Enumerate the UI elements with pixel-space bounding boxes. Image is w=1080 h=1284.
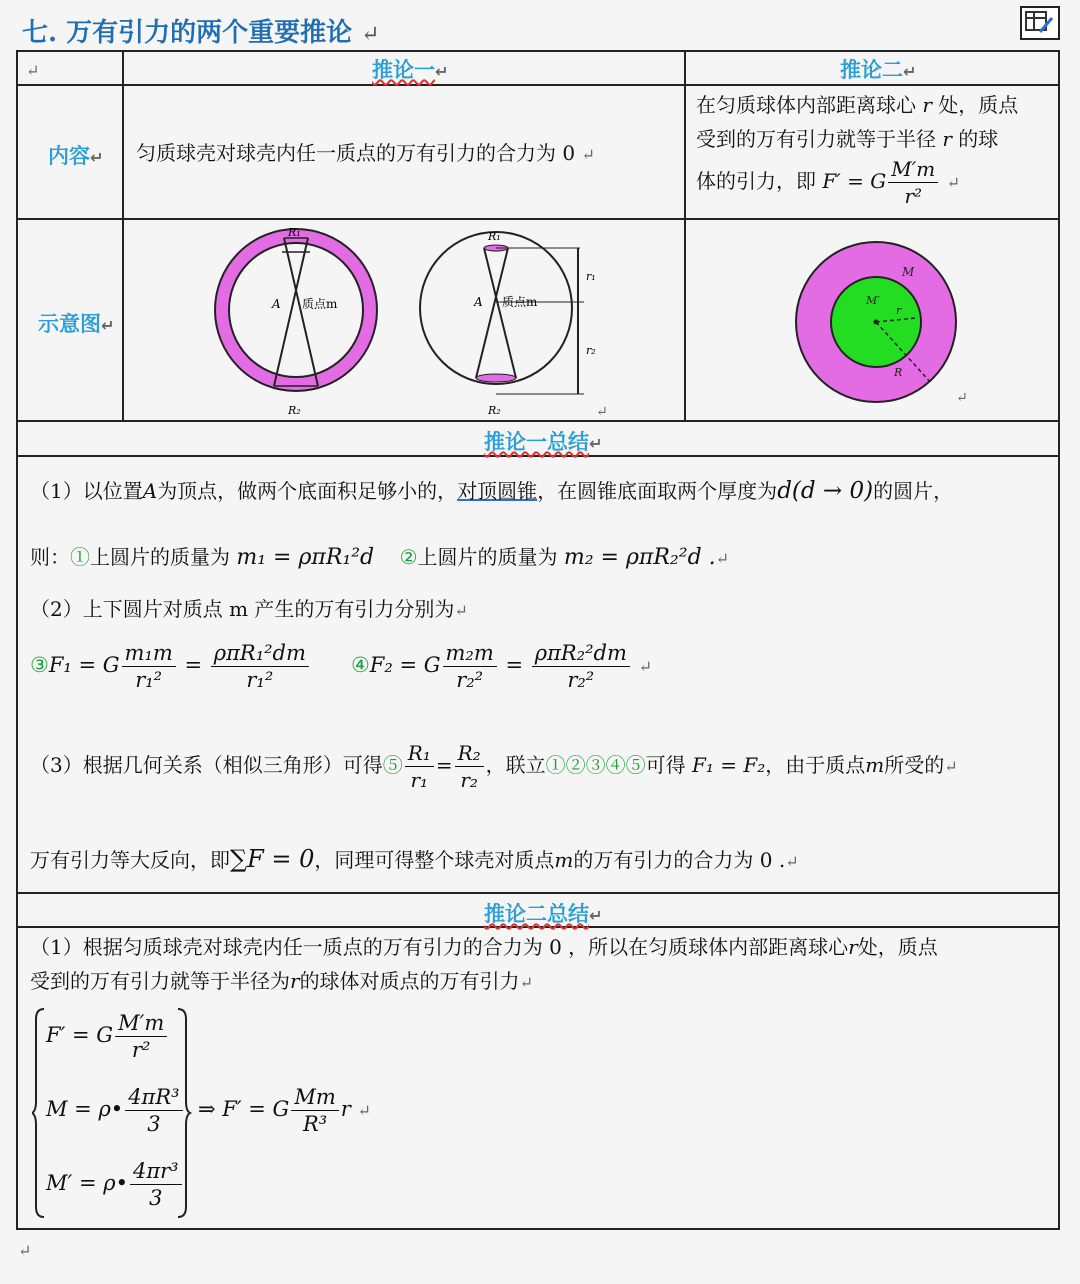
header-theorem-1: 推论一↵ [372,58,449,82]
equation-M-prime: M′ = ρ• $\frac{\text{4πr³}}{3}$ [46,1158,184,1211]
row-label-content: 内容↵ [48,144,104,168]
row-label-diagram: 示意图↵ [38,312,115,336]
diagram-return-mark: ↵ [596,404,608,420]
label-Mprime: M′ [866,294,880,307]
label-R2: R₂ [288,404,301,417]
summary-2-para-1: （1）根据匀质球壳对球壳内任一质点的万有引力的合力为 0 ，所以在匀质球体内部距离球心r处，质点 [30,935,938,959]
summary-1-para-4: （3）根据几何关系（相似三角形）可得⑤ $\frac{\text{R₁}}{\text{r₁}}$ = $\frac{\text{R₂}}{\text{r₂}}$ ，联立①②③④⑤可得 F₁ = F₂，由于质点m所受的↵ [30,741,958,792]
summary-2-heading: 推论二总结↵ [484,902,603,926]
end-return-mark: ↵ [18,1241,32,1260]
summary-2-para-2: 受到的万有引力就等于半径为r的球体对质点的万有引力↵ [30,969,533,993]
equation-result: ⇒ F′ = G $\frac{Mm}{\text{R³}}$ r ↵ [198,1085,371,1136]
theorem-2-content: 在匀质球体内部距离球心 r 处，质点 受到的万有引力就等于半径 r 的球 体的引力，即 F′ = G $\frac{M'm}{\text{r²}}$ ↵ [696,93,1019,208]
summary-1-para-1: （1）以位置A为顶点，做两个底面积足够小的，对顶圆锥，在圆锥底面取两个厚度为d(d → 0)的圆片， [30,478,954,504]
sphere-return-mark: ↵ [956,390,968,406]
label-mass-right: 质点m [502,295,538,309]
label-R: R [894,366,903,379]
solid-sphere-diagram [790,236,990,416]
shell-cone-diagram [200,224,660,424]
label-A: A [272,297,281,311]
label-R1-right: R₁ [488,230,501,243]
label-R1: R₁ [288,226,301,239]
equation-F-prime: F′ = G $\frac{M'm}{\text{r²}}$ [46,1010,169,1063]
label-A-right: A [474,295,483,309]
theorem-1-content: 匀质球壳对球壳内任一质点的万有引力的合力为 0 ↵ [136,141,595,165]
label-M: M [902,265,915,279]
equation-M: M = ρ• $\frac{\text{4πR³}}{3}$ [46,1084,185,1137]
summary-1-para-3: （2）上下圆片对质点 m 产生的万有引力分别为↵ [30,597,468,621]
summary-1-forces: ③F₁ = G $\frac{\text{m₁m}}{\text{r₁²}}$ = $\frac{\text{ρπR₁²dm}}{\text{r₁²}}$ ④F₂ = G $\frac{\text{m₂m}}{\text{r₂²}}$ = $\frac{\text{ρπR₂²dm}}{\text{r₂²}}$ ↵ [30,641,652,692]
section-title: 七. 万有引力的两个重要推论 ↵ [22,18,380,48]
label-r: r [896,304,902,317]
label-R2-right: R₂ [488,404,501,417]
empty-cell-mark: ↵ [26,61,40,80]
label-r2: r₂ [586,344,596,357]
summary-1-para-5: 万有引力等大反向，即∑F = 0，同理可得整个球壳对质点m的万有引力的合力为 0 .↵ [30,845,799,873]
label-mass: 质点m [302,297,338,311]
summary-1-para-2: 则：①上圆片的质量为 m₁ = ρπR₁²d ②上圆片的质量为 m₂ = ρπR₂²d .↵ [30,545,730,570]
table-icon[interactable] [1020,6,1060,40]
label-r1: r₁ [586,270,596,283]
summary-1-heading: 推论一总结↵ [484,430,603,454]
header-theorem-2: 推论二↵ [840,58,917,82]
